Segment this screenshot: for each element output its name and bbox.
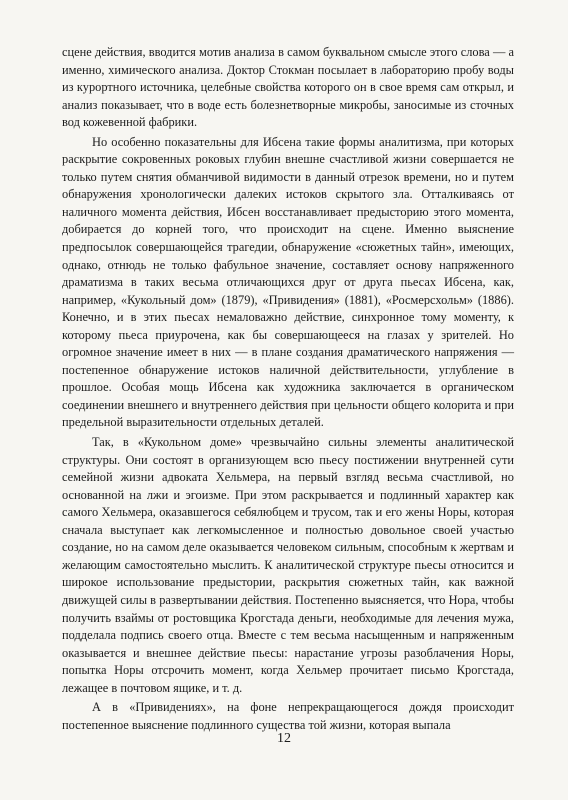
body-text [62, 44, 514, 736]
paragraph-dolls-house: Так, в «Кукольном доме» чрезвычайно сильны элементы аналитической структуры. Они состоят в организующем всю пьесу постижении внутренней сути семейной жизни адвоката Хельмера, на первый взгляд весьма счастливой, но основанной на лжи и эгоизме. При этом раскрывается и подлинный характер как самого Хельмера, оказавшегося себялюбцем и трусом, так и его жены Норы, которая сначала выступает как легкомысленное и полностью довольное своей участью создание, но на самом деле оказывается человеком сильным, способным к жертвам и желающим самостоятельно мыслить. К аналитической структуре пьесы относится и широкое использование предыстории, раскрытия сюжетных тайн, как важной движущей силы в развертывании действия. Постепенно выясняется, что Нора, чтобы получить взаймы от ростовщика Крогстада деньги, необходимые для лечения мужа, подделала подпись своего отца. Вместе с тем весьма насыщенным и напряженным оказывается и внешнее действие пьесы: нарастание угрозы разоблачения Норы, попытка Норы отсрочить момент, когда Хельмер прочитает письмо Крогстада, лежащее в почтовом ящике, и т. д. [62, 435, 514, 695]
paragraph-ghosts: А в «Привидениях», на фоне непрекращающегося дождя происходит постепенное выяснение подлинного существа той жизни, которая выпала [62, 700, 514, 732]
paragraph-continuation: сцене действия, вводится мотив анализа в самом буквальном смысле этого слова — а именно, химического анализа. Доктор Стокман посылает в лабораторию пробу воды из курортного источника, целебные свойства которого он в свое время сам открыл, и анализ показывает, что в воде есть болезнетворные микробы, заносимые из сточных вод кожевенной фабрики. [62, 45, 514, 130]
paragraph-ibsen-analytism: Но особенно показательны для Ибсена такие формы аналитизма, при которых раскрытие сокровенных роковых глубин внешне счастливой жизни совершается не только путем снятия обманчивой видимости в данный отрезок времени, но и путем обнаружения хронологически далеких истоков скрытого зла. Отталкиваясь от наличного момента действия, Ибсен восстанавливает предысторию этого момента, добирается до корней того, что происходит на сцене. Именно выяснение предпосылок совершающейся трагедии, обнаружение «сюжетных тайн», имеющих, однако, отнюдь не только фабульное значение, составляет основу напряженного драматизма в таких весьма отличающихся друг от друга пьесах Ибсена, как, например, «Кукольный дом» (1879), «Привидения» (1881), «Росмерсхольм» (1886). Конечно, и в этих пьесах немаловажно действие, синхронное тому моменту, к которому пьеса приурочена, как бы совершающееся на глазах у зрителей. Но огромное значение имеет в них — в плане создания драматического напряжения — постепенное обнаружение истоков наличной действительности, углубление в прошлое. Особая мощь Ибсена как художника заключается в органическом соединении внешнего и внутреннего действия при цельности общего колорита и при предельной выразительности отдельных деталей. [62, 134, 514, 430]
page-number: 12 [277, 731, 291, 746]
